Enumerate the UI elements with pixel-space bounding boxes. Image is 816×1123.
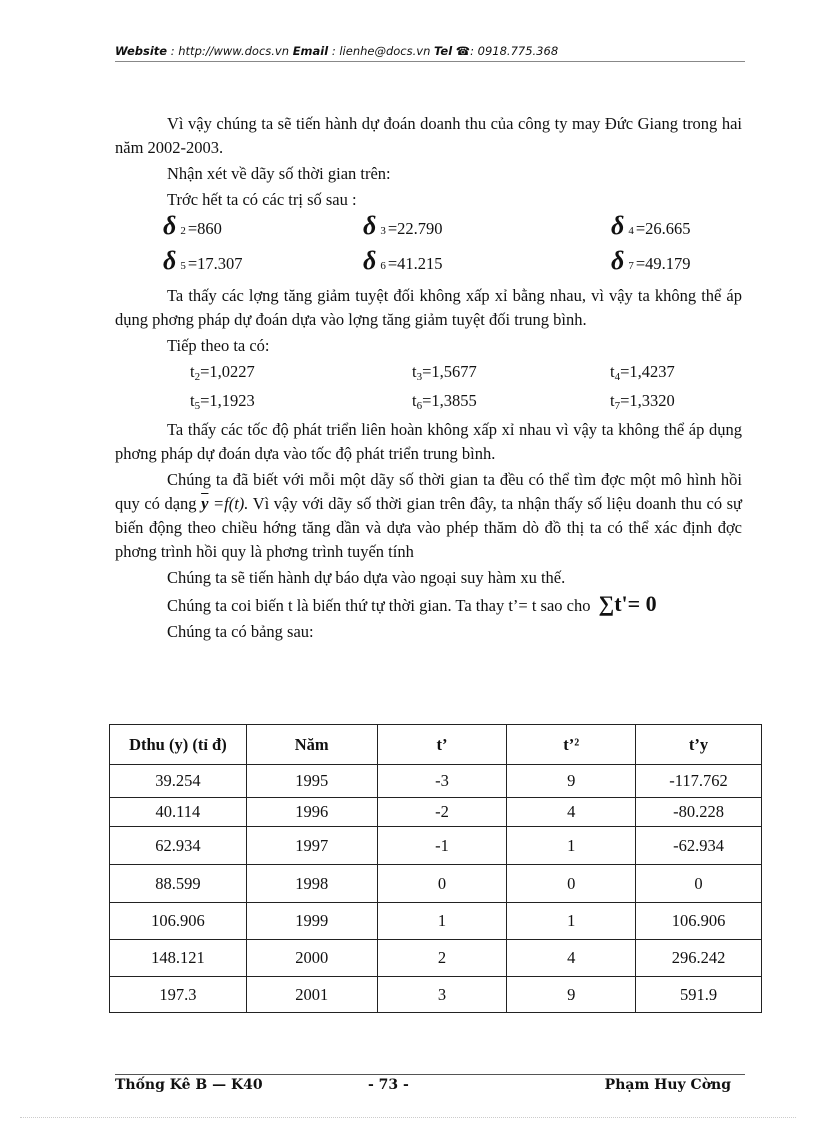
cell-t: 0: [377, 865, 507, 903]
t-value: =1,3855: [422, 391, 477, 410]
delta-row-2: [115, 246, 742, 278]
delta-value: =26.665: [635, 219, 691, 238]
t-subscript: 4: [614, 371, 621, 383]
cell-revenue: 62.934: [110, 827, 247, 865]
cell-revenue: 197.3: [110, 977, 247, 1013]
cell-t: 1: [377, 903, 507, 940]
paragraph-4: Ta thấy các lợng tăng giảm tuyệt đối không xấp xỉ bằng nhau, vì vậy ta không thể áp dụng phơng pháp dự đoán dựa vào lợng tăng giảm tuyệt đối trung bình.: [115, 286, 742, 329]
delta-symbol: δ: [611, 211, 625, 240]
cell-t-squared: 4: [507, 940, 636, 977]
delta-subscript: 7: [628, 260, 634, 272]
t-symbol: t: [610, 362, 615, 381]
cell-revenue: 106.906: [110, 903, 247, 940]
cell-ty: 0: [636, 865, 762, 903]
t-subscript: 3: [416, 371, 423, 383]
page-footer: [115, 1074, 745, 1093]
delta-symbol: δ: [163, 211, 177, 240]
t-value: =1,3320: [620, 391, 675, 410]
tel-label: Tel: [434, 44, 453, 58]
growth-row-2: [115, 389, 742, 418]
footer-course: Thống Kê B — K40: [115, 1077, 263, 1093]
paragraph-3: Trớc hết ta có các trị số sau :: [167, 190, 357, 209]
delta-subscript: 4: [628, 225, 634, 237]
y-bar-symbol: $\overline{y}$: [201, 494, 209, 513]
cell-year: 2001: [246, 977, 377, 1013]
paragraph-2: Nhận xét về dãy số thời gian trên:: [167, 164, 391, 183]
website-url[interactable]: : http://www.docs.vn: [167, 44, 293, 58]
paragraph-8: Chúng ta sẽ tiến hành dự báo dựa vào ngoại suy hàm xu thế.: [167, 568, 566, 587]
email-label: Email: [292, 44, 329, 58]
t-value: =1,1923: [200, 391, 255, 410]
t-symbol: t: [190, 391, 195, 410]
paragraph-7-part-b: Vì vậy với dãy số thời gian trên đây, ta nhận thấy số liệu doanh thu có sự biến động theo chiều hớng tăng dần và dựa vào phép thăm dò đồ thị ta có thể xác định đợc phơng trình hồi quy là phơng trình tuyến tính: [115, 494, 742, 561]
cell-t-squared: 9: [507, 765, 636, 798]
t-symbol: t: [412, 391, 417, 410]
table-row: [110, 977, 762, 1013]
cell-t: 3: [377, 977, 507, 1013]
table-row: [110, 903, 762, 940]
cell-year: 1996: [246, 798, 377, 827]
page-body: [115, 112, 742, 646]
footer-author: Phạm Huy Cờng: [604, 1077, 731, 1093]
cell-t: -2: [377, 798, 507, 827]
email-address[interactable]: : lienhe@docs.vn: [328, 44, 435, 58]
cell-ty: -80.228: [636, 798, 762, 827]
cell-t-squared: 9: [507, 977, 636, 1013]
cell-ty: -117.762: [636, 765, 762, 798]
table-row: [110, 865, 762, 903]
paragraph-1: Vì vậy chúng ta sẽ tiến hành dự đoán doanh thu của công ty may Đức Giang trong hai năm 2002-2003.: [115, 114, 742, 157]
cell-year: 1999: [246, 903, 377, 940]
page-bottom-divider: [20, 1117, 796, 1118]
paragraph-6: Ta thấy các tốc độ phát triển liên hoàn không xấp xỉ nhau vì vậy ta không thể áp dụng phơng pháp dự đoán dựa vào tốc độ phát triển trung bình.: [115, 420, 742, 463]
t-symbol: t: [190, 362, 195, 381]
data-table: [109, 724, 762, 1013]
cell-year: 1998: [246, 865, 377, 903]
sum-formula: ∑t'= 0: [598, 591, 657, 616]
formula-ft: =f(t).: [208, 494, 249, 513]
paragraph-9-text: Chúng ta coi biến t là biến thứ tự thời gian. Ta thay t’= t sao cho: [167, 596, 591, 615]
paragraph-9: [115, 592, 742, 618]
table-row: [110, 765, 762, 798]
phone-number: : 0918.775.368: [470, 44, 559, 58]
cell-revenue: 39.254: [110, 765, 247, 798]
delta-symbol: δ: [363, 211, 377, 240]
cell-revenue: 88.599: [110, 865, 247, 903]
cell-ty: 106.906: [636, 903, 762, 940]
delta-subscript: 6: [380, 260, 386, 272]
cell-year: 1997: [246, 827, 377, 865]
footer-page-number: - 73 -: [368, 1077, 409, 1093]
delta-value: =22.790: [387, 219, 443, 238]
delta-subscript: 5: [180, 260, 186, 272]
website-label: Website: [115, 44, 168, 58]
cell-t: -3: [377, 765, 507, 798]
table-row: [110, 940, 762, 977]
cell-t: 2: [377, 940, 507, 977]
delta-value: =41.215: [387, 254, 443, 273]
cell-revenue: 148.121: [110, 940, 247, 977]
growth-row-1: [115, 360, 742, 389]
cell-t-squared: 0: [507, 865, 636, 903]
delta-value: =860: [187, 219, 222, 238]
col-header-t-squared: t’²: [507, 725, 636, 765]
delta-subscript: 3: [380, 225, 386, 237]
paragraph-7-part-a: Chúng ta đã biết với mỗi một dãy số thời gian ta đều có thể tìm đợc một mô hình hồi quy có dạng: [115, 470, 742, 513]
delta-row-1: [115, 211, 742, 243]
delta-symbol: δ: [611, 246, 625, 275]
delta-subscript: 2: [180, 225, 186, 237]
cell-revenue: 40.114: [110, 798, 247, 827]
delta-symbol: δ: [363, 246, 377, 275]
delta-value: =49.179: [635, 254, 691, 273]
t-subscript: 2: [194, 371, 201, 383]
cell-t-squared: 4: [507, 798, 636, 827]
t-symbol: t: [610, 391, 615, 410]
t-symbol: t: [412, 362, 417, 381]
col-header-ty: t’y: [636, 725, 762, 765]
cell-year: 2000: [246, 940, 377, 977]
cell-t-squared: 1: [507, 827, 636, 865]
col-header-t: t’: [377, 725, 507, 765]
t-value: =1,0227: [200, 362, 255, 381]
t-subscript: 6: [416, 400, 423, 412]
cell-t: -1: [377, 827, 507, 865]
col-header-year: Năm: [246, 725, 377, 765]
cell-ty: -62.934: [636, 827, 762, 865]
paragraph-5: Tiếp theo ta có:: [167, 336, 270, 355]
delta-value: =17.307: [187, 254, 243, 273]
cell-year: 1995: [246, 765, 377, 798]
paragraph-10: Chúng ta có bảng sau:: [167, 622, 314, 641]
t-subscript: 5: [194, 400, 201, 412]
delta-symbol: δ: [163, 246, 177, 275]
t-subscript: 7: [614, 400, 621, 412]
table-row: [110, 798, 762, 827]
table-row: [110, 827, 762, 865]
cell-ty: 296.242: [636, 940, 762, 977]
t-value: =1,4237: [620, 362, 675, 381]
paragraph-7: [115, 468, 742, 564]
cell-t-squared: 1: [507, 903, 636, 940]
page-header: [115, 44, 745, 62]
col-header-revenue: Dthu (y) (tỉ đ): [110, 725, 247, 765]
cell-ty: 591.9: [636, 977, 762, 1013]
t-value: =1,5677: [422, 362, 477, 381]
phone-icon: ☎: [455, 44, 471, 58]
table-header-row: [110, 725, 762, 765]
